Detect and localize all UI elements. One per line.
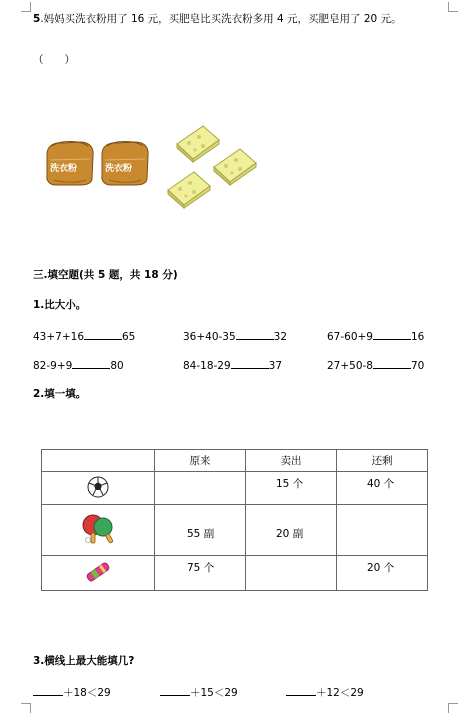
table-header-cell: 卖出 [246, 450, 337, 472]
sold-cell[interactable]: 20 副 [246, 505, 337, 556]
q1-item: 43+7+16 65 [33, 328, 135, 344]
detergent-bag-label: 洗衣粉 [105, 164, 133, 174]
answer-blank[interactable] [33, 684, 63, 696]
item-cell [42, 472, 155, 505]
sold-cell[interactable] [246, 556, 337, 591]
table-header-cell: 还剩 [337, 450, 428, 472]
soap-bar-icon [212, 145, 258, 185]
q5-text: .妈妈买洗衣粉用了 16 元，买肥皂比买洗衣粉多用 4 元，买肥皂用了 20 元。 [40, 13, 402, 25]
item-cell [42, 556, 155, 591]
answer-blank[interactable] [236, 328, 274, 340]
table-row [42, 556, 428, 591]
table-header-row [42, 450, 428, 472]
q5-question [33, 12, 402, 26]
crop-mark-bottom-right [448, 703, 458, 713]
q5-answer-paren: （ ） [33, 54, 75, 66]
item-cell [42, 505, 155, 556]
original-cell[interactable]: 55 副 [155, 505, 246, 556]
crop-mark-top-right [448, 2, 458, 12]
q1-item: 82-9+9 80 [33, 357, 124, 373]
answer-blank[interactable] [286, 684, 316, 696]
table-row [42, 472, 428, 505]
crop-mark-top-left [21, 2, 31, 12]
sold-cell[interactable]: 15 个 [246, 472, 337, 505]
section3-title: 三.填空题(共 5 题，共 18 分) [33, 269, 178, 281]
original-cell[interactable]: 75 个 [155, 556, 246, 591]
soccer-ball-icon [87, 476, 109, 498]
q1-title: 1.比大小。 [33, 299, 87, 311]
answer-blank[interactable] [72, 357, 110, 369]
q5-number: 5 [33, 13, 41, 25]
answer-blank[interactable] [84, 328, 122, 340]
remaining-cell[interactable] [337, 505, 428, 556]
q3-item: ＋18＜29 [33, 684, 111, 700]
q3-item: ＋12＜29 [286, 684, 364, 700]
table-row [42, 505, 428, 556]
soap-bar-icon [166, 168, 212, 208]
table-header-cell: 原来 [155, 450, 246, 472]
crop-mark-bottom-left [21, 703, 31, 713]
fill-table [41, 449, 428, 591]
q1-item: 36+40-35 32 [183, 328, 287, 344]
q1-item: 27+50-8 70 [327, 357, 424, 373]
answer-blank[interactable] [373, 357, 411, 369]
table-header-cell [42, 450, 155, 472]
q1-item: 84-18-29 37 [183, 357, 282, 373]
answer-blank[interactable] [160, 684, 190, 696]
detergent-bag-label: 洗衣粉 [50, 164, 78, 174]
remaining-cell[interactable]: 40 个 [337, 472, 428, 505]
answer-blank[interactable] [231, 357, 269, 369]
q2-title: 2.填一填。 [33, 388, 87, 400]
badminton-shuttlecock-icon [83, 560, 113, 584]
original-cell[interactable] [155, 472, 246, 505]
q1-item: 67-60+9 16 [327, 328, 424, 344]
ping-pong-paddles-icon [80, 513, 116, 545]
remaining-cell[interactable]: 20 个 [337, 556, 428, 591]
q3-title: 3.横线上最大能填几? [33, 655, 135, 667]
answer-blank[interactable] [373, 328, 411, 340]
q3-item: ＋15＜29 [160, 684, 238, 700]
